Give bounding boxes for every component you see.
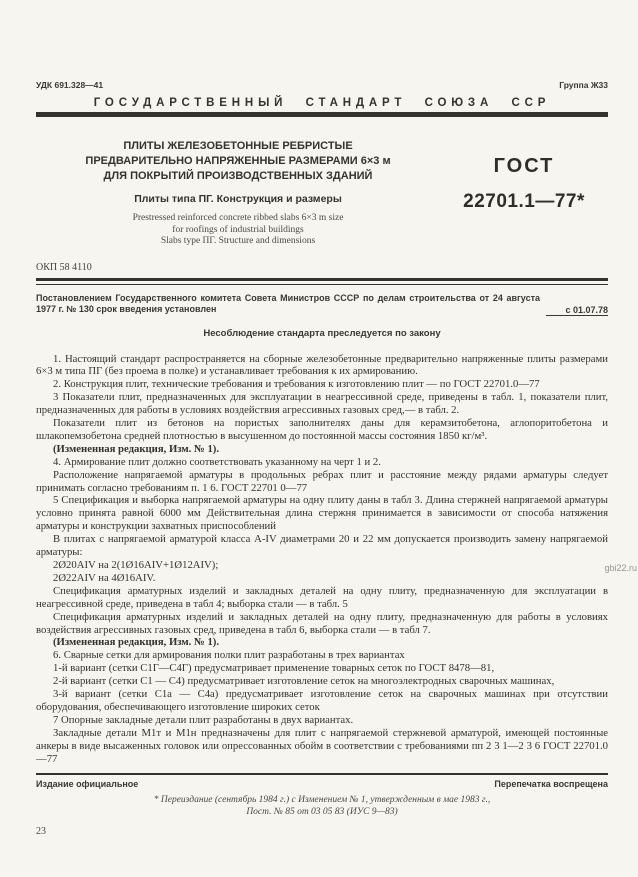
law-notice: Несоблюдение стандарта преследуется по закону (203, 327, 441, 339)
paragraph: 2. Конструкция плит, технические требования и требования к изготовлению плит — по ГОСТ 22701.0—77 (53, 378, 540, 391)
title-line-1: ПЛИТЫ ЖЕЛЕЗОБЕТОННЫЕ РЕБРИСТЫЕ (123, 140, 353, 152)
paragraph: 2Ø20AIV на 2(1Ø16AIV+1Ø12AIV); (53, 559, 219, 571)
paragraph: Расположение напрягаемой арматуры в продольных ребрах плит и расстояние между рядами арматуры следует принимать согласно требованиям п. 1 6. ГОСТ 22701 0—77 (36, 468, 608, 494)
decree-text: Постановлением Государственного комитета Совета Министров СССР по делам строительства от 24 августа 1977 г. № 130 срок введения установлен (36, 292, 540, 314)
page-number: 23 (36, 825, 46, 837)
paragraph: 2Ø22AIV на 4Ø16AIV. (53, 571, 156, 584)
paragraph: 1-й вариант (сетки С1Г—С4Г) предусматривает применение товарных сеток по ГОСТ 8478—81, (53, 662, 495, 675)
paragraph: 1. Настоящий стандарт распространяется на сборные железобетонные предварительно напряженные плиты размерами 6×3 м типа ПГ (без проема в полке) и устанавливает требования к их армированию. (36, 352, 608, 378)
footnote-line-1: * Переиздание (сентябрь 1984 г.) с Изменением № 1, утвержденным в мае 1983 г., (153, 794, 491, 805)
paragraph: 3 Показатели плит, предназначенных для эксплуатации в неагрессивной среде, приведены в табл. 1, показатели плит, предназначенных для работы в условиях воздействия агрессивных газовых сред,— в табл. 2. (36, 391, 608, 417)
title-line-3: ДЛЯ ПОКРЫТИЙ ПРОИЗВОДСТВЕННЫХ ЗДАНИЙ (103, 170, 373, 182)
reprint-prohibited-label: Перепечатка воспрещена (494, 778, 608, 789)
english-title-line-1: Prestressed reinforced concrete ribbed slabs 6×3 m size (132, 213, 344, 223)
union-standard-title: ГОСУДАРСТВЕННЫЙ СТАНДАРТ СОЮЗА ССР (93, 97, 551, 109)
paragraph: 7 Опорные закладные детали плит разработаны в двух вариантах. (53, 713, 354, 726)
udk-code: УДК 691.328—41 (36, 80, 104, 90)
header-rule (36, 112, 608, 117)
paragraph: 6. Сварные сетки для армирования полки плит разработаны в трех вариантах (53, 649, 405, 662)
okp-rule (36, 278, 608, 285)
english-title-line-3: Slabs type ПГ. Structure and dimensions (160, 236, 316, 246)
title-block (36, 139, 608, 248)
footer-labels (36, 779, 608, 789)
title-subtitle: Плиты типа ПГ. Конструкция и размеры (134, 193, 342, 205)
decree-block (36, 293, 608, 316)
paragraph: Спецификация арматурных изделий и закладных деталей на одну плиту, предназначенную для работы в условиях воздействия агрессивных газовых сред, приведена в табл 6, выборка стали — в табл 7. (36, 610, 608, 636)
paragraph: 3-й вариант (сетки С1а — С4а) предусматривает изготовление сеток на сварочных машинах при отсутствии оборудования, обеспечивающего изготовление широких сеток (36, 688, 608, 713)
paragraph: (Измененная редакция, Изм. № 1). (53, 442, 220, 455)
official-edition-label: Издание официальное (36, 778, 139, 789)
title-line-2: ПРЕДВАРИТЕЛЬНО НАПРЯЖЕННЫЕ РАЗМЕРАМИ 6×3 м (85, 155, 391, 167)
group-code: Группа Ж33 (559, 80, 608, 90)
paragraph: 4. Армирование плит должно соответствовать указанному на черт 1 и 2. (53, 455, 381, 468)
decree-effective-date: с 01.07.78 (546, 305, 608, 316)
paragraph: 2-й вариант (сетки С1 — С4) предусматривает изготовление сеток на многоэлектродных сварочных машинах, (53, 675, 555, 688)
okp-code: ОКП 58 4110 (36, 261, 92, 273)
gost-number: 22701.1—77* (463, 191, 585, 212)
paragraph: Закладные детали М1т и М1н предназначены для плит с напрягаемой стержневой арматурой, имеющей постоянные анкеры в виде высаженных головок или опрессованных обойм в соответствии с требованиями пп 2 3 1—2 3 6 ГОСТ 22701.0—77 (36, 726, 608, 765)
title-left-column (36, 139, 440, 248)
paragraph: (Измененная редакция, Изм. № 1). (53, 636, 220, 649)
document-header (36, 80, 608, 90)
footnote-line-2: Пост. № 85 от 03 05 83 (ИУС 9—83) (246, 806, 398, 817)
paragraph: В плитах с напрягаемой арматурой класса A-IV диаметрами 20 и 22 мм допускается производить замену напрягаемой арматуры: (36, 533, 608, 559)
paragraph: Спецификация арматурных изделий и закладных деталей на одну плиту, предназначенную для эксплуатации в неагрессивной среде, приведена в табл 4; выборка стали — в табл. 5 (36, 584, 608, 610)
english-title-line-2: for roofings of industrial buildings (172, 224, 304, 235)
revision-footnote (36, 794, 608, 818)
gost-number-block (440, 139, 608, 248)
paragraph: 5 Спецификация и выборка напрягаемой арматуры на одну плиту даны в табл 3. Длина стержней напрягаемой арматуры условно принята равной 6000 мм Действительная длина стержня принимается в зависимости от способа натяжения арматуры и конструкции захватных приспособлений (36, 494, 608, 533)
gost-label: ГОСТ (493, 155, 555, 177)
document-body (36, 353, 608, 766)
watermark-gbi22: gbi22.ru (604, 563, 637, 573)
footer-rule (36, 773, 608, 775)
paragraph: Показатели плит из бетонов на пористых заполнителях даны для керамзитобетона, аглопоритобетона и шлакопемзобетона средней плотностью в высушенном до постоянной массы состояния 1850 кг/м³. (36, 417, 608, 442)
